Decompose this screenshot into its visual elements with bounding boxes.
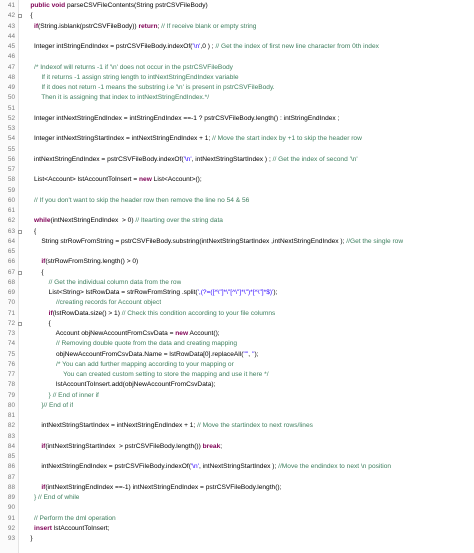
code-token: intNextStringEndIndex = pstrCSVFileBody.indexOf( [23, 155, 184, 163]
code-token [23, 392, 49, 399]
line-number: 57 [7, 166, 15, 173]
keyword-token: if [41, 258, 46, 266]
keyword-token: insert [34, 524, 52, 532]
line-number: 84 [7, 442, 15, 450]
code-token [23, 197, 34, 204]
fold-marker-icon[interactable] [18, 14, 22, 18]
code-token [23, 443, 41, 450]
code-token: (strRowFromString.length() > 0) [45, 258, 139, 266]
code-line[interactable] [23, 360, 234, 370]
code-line[interactable] [23, 391, 99, 401]
code-token [23, 515, 34, 522]
string-token: '' [251, 350, 255, 358]
line-number: 85 [7, 453, 15, 460]
code-token: Account objNewAccountFromCsvData = [23, 330, 176, 337]
line-number: 87 [7, 473, 15, 481]
code-line[interactable] [23, 278, 181, 288]
code-token: lstAccountToInsert; [51, 524, 110, 532]
line-number: 72 [7, 319, 15, 327]
keyword-token: if [41, 442, 46, 450]
line-number: 67 [7, 268, 15, 276]
keyword-token: return [138, 22, 158, 30]
code-token: intNextStringEndIndex = pstrCSVFileBody.indexOf( [23, 463, 191, 471]
comment-token: // Move the start index by +1 to skip the header row [212, 135, 362, 143]
line-number: 71 [7, 309, 15, 317]
code-token: List<String> lstRowData = strRowFromString .split( [23, 289, 198, 296]
line-number: 73 [7, 330, 15, 337]
line-number: 88 [7, 483, 15, 491]
code-line[interactable] [23, 421, 313, 431]
code-token [23, 258, 41, 265]
code-token: objNewAccountFromCsvData.Name = lstRowData[0].replaceAll( [23, 350, 244, 358]
line-number: 50 [7, 94, 15, 102]
line-number: 78 [7, 381, 15, 389]
code-token [23, 310, 49, 317]
code-token: ; [220, 442, 223, 450]
line-number: 64 [7, 237, 15, 245]
code-token [23, 23, 34, 30]
code-line[interactable] [23, 514, 116, 524]
line-number: 62 [7, 217, 15, 225]
code-line[interactable] [23, 1, 208, 11]
keyword-token: new [175, 330, 189, 337]
code-line[interactable] [23, 196, 249, 206]
comment-token: } // End of while [34, 494, 80, 501]
comment-token: } // End of inner if [48, 391, 99, 399]
code-line[interactable] [23, 134, 362, 144]
code-token [23, 340, 56, 347]
keyword-token: if [34, 22, 39, 30]
code-line[interactable] [23, 257, 138, 267]
code-line[interactable] [23, 309, 275, 319]
comment-token: //Get the single row [346, 237, 404, 245]
fold-marker-icon[interactable] [18, 271, 22, 275]
comment-token: /* You can add further mapping according to your mapping or [55, 360, 234, 368]
code-line[interactable] [23, 114, 339, 124]
line-number: 44 [7, 32, 15, 40]
code-token: Account(); [188, 330, 220, 337]
line-number: 80 [7, 401, 15, 409]
line-number: 59 [7, 186, 15, 194]
line-number: 92 [7, 524, 15, 532]
comment-token: }// End of if [41, 401, 74, 409]
comment-token: If it does not return -1 means the substring i.e '\n' is present in pstrCSVFileBody. [23, 84, 275, 91]
comment-token: // Get the individual column data from the row [48, 278, 182, 286]
code-line[interactable] [23, 216, 223, 226]
code-token: { [23, 12, 33, 20]
string-token: '"' [243, 350, 249, 358]
code-token: List<Account> lstAccountToInsert = [23, 176, 139, 184]
comment-token: // Check this condition according to your file columns [121, 309, 276, 317]
line-number: 61 [7, 207, 15, 214]
code-token: (intNextStringStartIndex > pstrCSVFileBody.length()) [45, 442, 203, 450]
string-token: ',(?=([^\"]*\"[^\"]*\")*[^\"]*$)' [197, 289, 274, 296]
line-number: 89 [7, 494, 15, 501]
comment-token: // Perform the dml operation [34, 514, 116, 522]
code-line[interactable] [23, 319, 51, 329]
line-number: 82 [7, 422, 15, 430]
code-token: , intNextStringStartIndex ); [198, 463, 279, 471]
code-line[interactable] [23, 63, 233, 73]
line-number: 56 [7, 155, 15, 163]
line-number: 51 [7, 104, 15, 112]
code-token: , [248, 350, 252, 358]
code-token: List<Account>(); [151, 176, 202, 184]
line-number: 76 [7, 360, 15, 368]
code-line[interactable] [23, 350, 259, 360]
code-token: { [23, 268, 44, 276]
comment-token: /* Indexof will returns -1 if '\n' does not occur in the pstrCSVFileBody [34, 63, 233, 71]
code-token [23, 494, 34, 501]
string-token: '\n' [192, 43, 201, 50]
code-token: ); [273, 289, 278, 296]
line-number: 63 [7, 227, 15, 235]
line-number: 53 [7, 125, 15, 132]
keyword-token: while [34, 217, 51, 225]
comment-token: // Removing double quote from the data and creating mapping [55, 340, 238, 348]
line-number: 83 [7, 432, 15, 440]
line-number: 41 [7, 2, 15, 9]
line-number: 45 [7, 43, 15, 50]
line-number: 49 [7, 84, 15, 91]
line-number: 48 [7, 73, 15, 81]
code-token [23, 299, 56, 306]
code-line[interactable] [23, 73, 239, 83]
line-number: 66 [7, 258, 15, 266]
code-token: { [23, 227, 37, 235]
line-number: 60 [7, 196, 15, 204]
string-token: '\n' [190, 463, 199, 471]
line-number: 68 [7, 278, 15, 286]
code-line[interactable] [23, 22, 256, 32]
keyword-token: if [48, 309, 53, 317]
code-token: ; [157, 22, 162, 30]
comment-token: // Get the index of first new line character from 0th index [215, 43, 379, 50]
line-number: 69 [7, 289, 15, 296]
code-line[interactable] [23, 93, 209, 103]
line-number: 46 [7, 53, 15, 61]
comment-token: // Move the startindex to next rows/lines [197, 422, 313, 430]
comment-token: If it returns -1 assign string length to intNextStringEndIndex variable [23, 73, 239, 81]
code-line[interactable] [23, 155, 358, 165]
comment-token: // Get the index of second '\n' [272, 155, 358, 163]
line-number: 75 [7, 350, 15, 358]
line-number: 65 [7, 248, 15, 255]
code-line[interactable] [23, 493, 79, 503]
comment-token: //creating records for Account object [55, 299, 162, 307]
code-line[interactable] [23, 380, 215, 390]
code-line[interactable] [23, 42, 379, 52]
comment-token: You can created custom setting to store the mapping and use it here */ [23, 371, 269, 378]
code-token: { [23, 319, 51, 327]
code-token [23, 64, 34, 71]
keyword-token: public void [30, 2, 66, 9]
fold-marker-icon[interactable] [18, 322, 22, 326]
code-line[interactable] [23, 534, 33, 544]
line-number: 54 [7, 135, 15, 143]
code-token [23, 217, 34, 224]
code-token: (lstRowData.size() > 1) [52, 309, 122, 317]
code-line[interactable] [23, 524, 110, 534]
line-number: 90 [7, 504, 15, 512]
code-token: (String.isblank(pstrCSVFileBody)) [38, 22, 139, 30]
code-token: (intNextStringEndIndex > 0) [50, 217, 136, 225]
keyword-token: if [41, 483, 46, 491]
code-line[interactable] [23, 329, 220, 339]
code-line[interactable] [23, 401, 73, 411]
code-token: parseCSVFileContents(String pstrCSVFileBody) [65, 2, 208, 9]
code-token: (intNextStringEndIndex ==-1) intNextStringEndIndex = pstrCSVFileBody.length(); [45, 483, 282, 491]
line-number: 86 [7, 463, 15, 471]
comment-token: // If receive blank or empty string [161, 22, 257, 30]
comment-token: // Itearting over the string data [135, 217, 223, 225]
string-token: '\n' [183, 155, 192, 163]
code-line[interactable] [23, 462, 391, 472]
line-number: 79 [7, 391, 15, 399]
code-line[interactable] [23, 288, 277, 298]
code-token: , intNextStringStartIndex ) ; [191, 155, 273, 163]
code-token [23, 361, 56, 368]
line-number: 77 [7, 371, 15, 378]
line-number: 74 [7, 340, 15, 348]
line-number: 42 [7, 12, 15, 20]
keyword-token: new [139, 176, 152, 184]
code-token: lstAccountToInsert.add(objNewAccountFromCsvData); [23, 381, 216, 389]
line-number: 52 [7, 114, 15, 122]
code-token: Integer intNextStringStartIndex = intNextStringEndIndex + 1; [23, 135, 213, 143]
code-line[interactable] [23, 237, 403, 247]
code-token: ,0 ) ; [200, 43, 216, 50]
code-token [23, 402, 41, 409]
code-line[interactable] [23, 370, 269, 380]
line-number: 47 [7, 63, 15, 71]
code-line[interactable] [23, 483, 281, 493]
keyword-token: break [202, 442, 221, 450]
code-line[interactable] [23, 175, 202, 185]
code-token: intNextStringStartIndex = intNextStringEndIndex + 1; [23, 422, 198, 430]
code-line[interactable] [23, 339, 237, 349]
code-token [23, 484, 41, 491]
code-token: Integer intNextStringEndIndex = intStringEndIndex ==-1 ? pstrCSVFileBody.length() : intStringEndIndex ; [23, 114, 340, 122]
code-token [23, 525, 34, 532]
code-line[interactable] [23, 268, 44, 278]
code-token: ); [254, 350, 259, 358]
code-token: String strRowFromString = pstrCSVFileBody.substring(intNextStringStartIndex ,intNextStringEndIndex ); [23, 237, 347, 245]
code-line[interactable] [23, 11, 33, 21]
line-number: 70 [7, 299, 15, 307]
comment-token: //Move the endindex to next \n position [278, 463, 392, 471]
line-number: 58 [7, 176, 15, 184]
line-number: 93 [7, 535, 15, 542]
line-number: 81 [7, 412, 15, 419]
code-line[interactable] [23, 227, 36, 237]
code-line[interactable] [23, 298, 161, 308]
code-line[interactable] [23, 442, 222, 452]
fold-marker-icon[interactable] [18, 230, 22, 234]
line-number: 91 [7, 514, 15, 522]
line-number: 55 [7, 145, 15, 153]
comment-token: Then it is assigning that index to intNextStringEndIndex.*/ [23, 94, 210, 102]
code-line[interactable] [23, 83, 275, 93]
code-token: } [23, 535, 33, 542]
code-token [23, 279, 49, 286]
comment-token: // If you don't want to skip the header row then remove the line no 54 & 56 [34, 196, 250, 204]
line-number: 43 [7, 22, 15, 30]
code-token: Integer intStringEndIndex = pstrCSVFileBody.indexOf( [23, 43, 193, 50]
